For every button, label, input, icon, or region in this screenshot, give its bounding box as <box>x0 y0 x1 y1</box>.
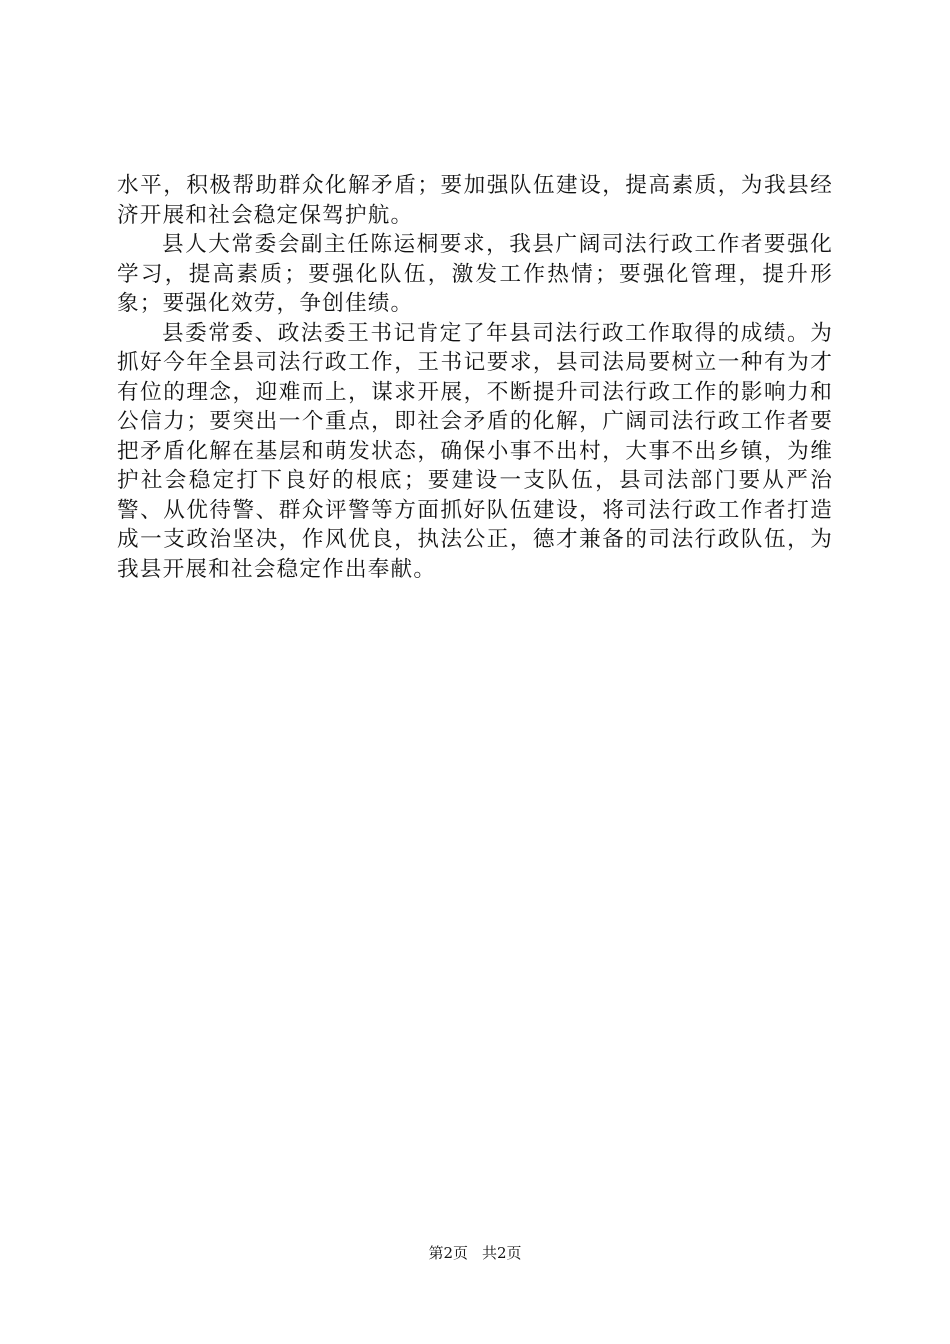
document-body <box>117 171 833 584</box>
page-number-current: 第2页 <box>428 1244 468 1262</box>
page-footer <box>0 1243 950 1263</box>
paragraph-secretary-remarks: 县委常委、政法委王书记肯定了年县司法行政工作取得的成绩。为抓好今年全县司法行政工作，王书记要求，县司法局要树立一种有为才有位的理念，迎难而上，谋求开展，不断提升司法行政工作的影响力和公信力；要突出一个重点，即社会矛盾的化解，广阔司法行政工作者要把矛盾化解在基层和萌发状态，确保小事不出村，大事不出乡镇，为维护社会稳定打下良好的根底；要建设一支队伍，县司法部门要从严治警、从优待警、群众评警等方面抓好队伍建设，将司法行政工作者打造成一支政治坚决，作风优良，执法公正，德才兼备的司法行政队伍，为我县开展和社会稳定作出奉献。 <box>117 320 833 582</box>
page-number-total: 共2页 <box>482 1244 522 1262</box>
paragraph-continuation: 水平，积极帮助群众化解矛盾；要加强队伍建设，提高素质，为我县经济开展和社会稳定保驾护航。 <box>117 173 833 228</box>
paragraph-vice-director-remarks: 县人大常委会副主任陈运桐要求，我县广阔司法行政工作者要强化学习，提高素质；要强化队伍，激发工作热情；要强化管理，提升形象；要强化效劳，争创佳绩。 <box>117 232 833 316</box>
